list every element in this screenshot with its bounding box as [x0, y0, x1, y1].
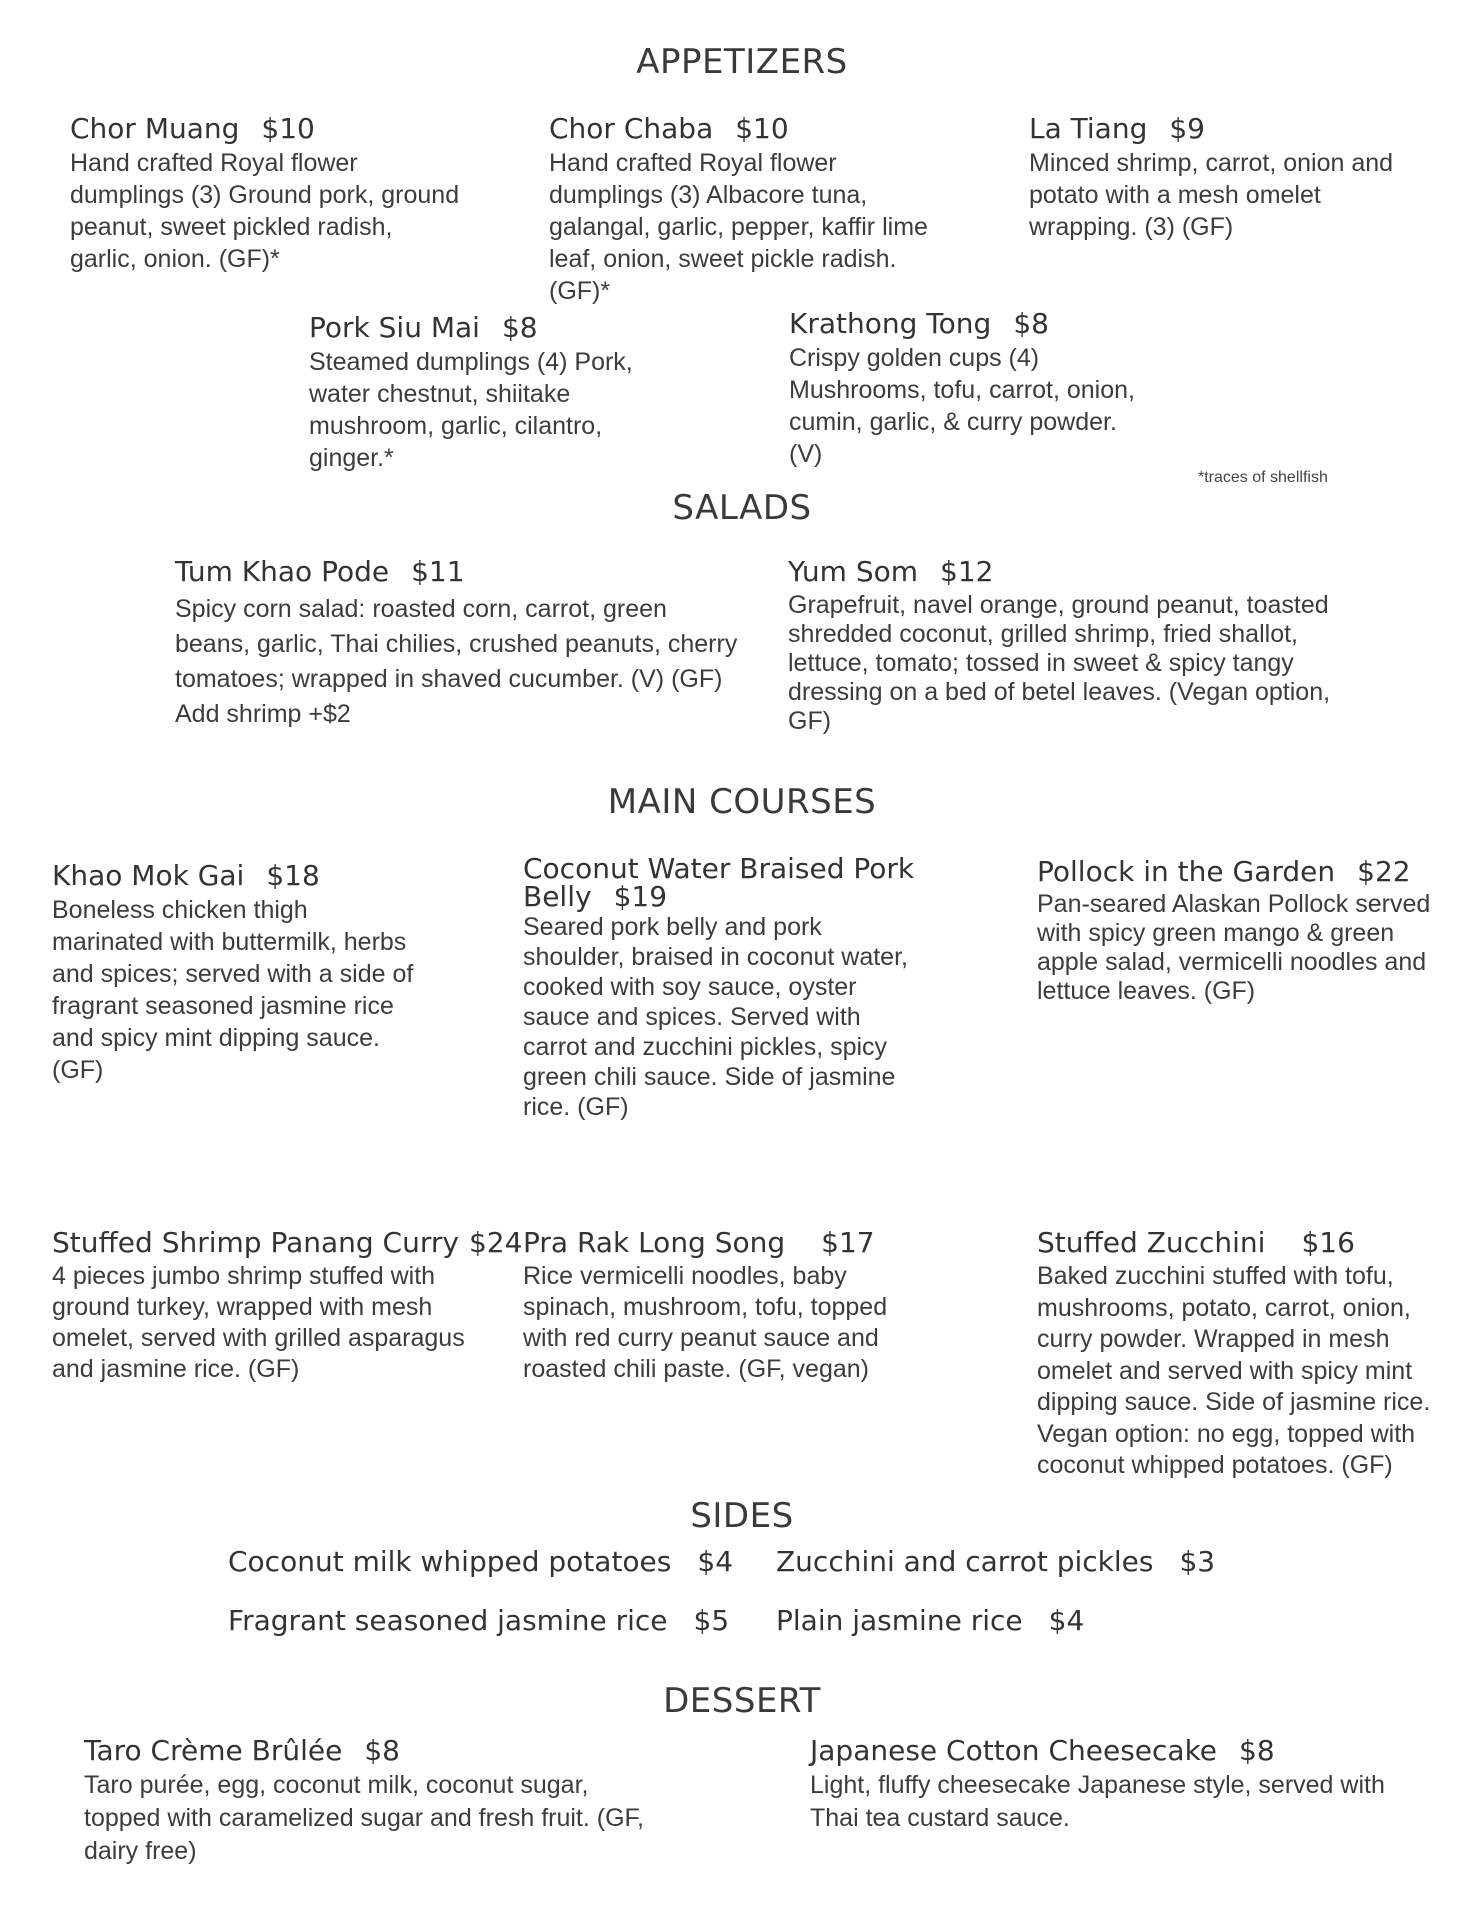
section-title-main-courses: MAIN COURSES — [607, 782, 877, 822]
item-description: Minced shrimp, carrot, onion and potato with a mesh omelet wrapping. (3) (GF) — [1029, 149, 1394, 241]
menu-item-chor-chaba — [549, 112, 939, 307]
item-price: $24 — [468, 1226, 523, 1259]
item-price: $5 — [693, 1604, 730, 1637]
item-price: $16 — [1301, 1226, 1355, 1259]
item-name: La Tiang — [1029, 112, 1148, 145]
item-name: Pollock in the Garden — [1037, 855, 1336, 888]
shellfish-note: *traces of shellfish — [1198, 469, 1328, 486]
menu-item-chor-muang — [70, 112, 460, 275]
item-description: Light, fluffy cheesecake Japanese style, served with Thai tea custard sauce. — [810, 1771, 1385, 1832]
menu-item-pork-siu-mai — [309, 311, 639, 474]
menu-item-stuffed-shrimp-panang-curry — [52, 1226, 523, 1385]
item-description: Grapefruit, navel orange, ground peanut, toasted shredded coconut, grilled shrimp, fried shallot, lettuce, tomato; tossed in sweet & spicy tangy dressing on a bed of betel leaves. (Vegan option, GF) — [788, 591, 1331, 735]
item-name: Stuffed Zucchini — [1037, 1226, 1266, 1259]
item-name: Taro Crème Brûlée — [84, 1734, 343, 1767]
item-price: $8 — [364, 1734, 400, 1767]
item-description: 4 pieces jumbo shrimp stuffed with ground turkey, wrapped with mesh omelet, served with grilled asparagus and jasmine rice. (GF) — [52, 1262, 465, 1383]
item-description: Boneless chicken thigh marinated with buttermilk, herbs and spices; served with a side of fragrant seasoned jasmine rice and spicy mint dipping sauce. (GF) — [52, 896, 414, 1084]
menu-item-yum-som — [788, 555, 1368, 736]
item-price: $10 — [735, 112, 789, 145]
item-description: Spicy corn salad: roasted corn, carrot, green beans, garlic, Thai chilies, crushed peanuts, cherry tomatoes; wrapped in shaved cucumber. (V) (GF) Add shrimp +$2 — [175, 595, 738, 728]
menu-item-tum-khao-pode — [175, 555, 745, 732]
side-item-fragrant-seasoned-jasmine-rice — [228, 1604, 729, 1637]
item-name: Fragrant seasoned jasmine rice — [228, 1604, 668, 1637]
item-name: Coconut Water Braised Pork Belly — [523, 852, 915, 913]
item-name: Krathong Tong — [789, 307, 992, 340]
item-description: Taro purée, egg, coconut milk, coconut sugar, topped with caramelized sugar and fresh fruit. (GF, dairy free) — [84, 1771, 644, 1865]
item-price: $22 — [1357, 855, 1411, 888]
item-description: Baked zucchini stuffed with tofu, mushrooms, potato, carrot, onion, curry powder. Wrapped in mesh omelet and served with spicy mint dipping sauce. Side of jasmine rice. Vegan option: no egg, topped with coconut whipped potatoes. (GF) — [1037, 1262, 1431, 1479]
side-item-zucchini-and-carrot-pickles — [776, 1545, 1215, 1578]
item-name: Yum Som — [788, 555, 918, 588]
menu-item-pra-rak-long-song — [523, 1226, 933, 1385]
item-description: Seared pork belly and pork shoulder, braised in coconut water, cooked with soy sauce, oyster sauce and spices. Served with carrot and zucchini pickles, spicy green chili sauce. Side of jasmine rice. (GF) — [523, 913, 908, 1121]
item-name: Chor Chaba — [549, 112, 714, 145]
menu-item-stuffed-zucchini — [1037, 1226, 1465, 1482]
item-description: Crispy golden cups (4) Mushrooms, tofu, carrot, onion, cumin, garlic, & curry powder. (V) — [789, 344, 1135, 468]
item-name: Khao Mok Gai — [52, 859, 245, 892]
item-name: Zucchini and carrot pickles — [776, 1545, 1154, 1578]
item-price: $4 — [1048, 1604, 1085, 1637]
item-description: Hand crafted Royal flower dumplings (3) Ground pork, ground peanut, sweet pickled radish, garlic, onion. (GF)* — [70, 149, 460, 273]
menu-item-pollock-in-the-garden — [1037, 855, 1457, 1006]
item-name: Pra Rak Long Song — [523, 1226, 786, 1259]
item-price: $12 — [940, 555, 994, 588]
item-price: $9 — [1169, 112, 1205, 145]
item-name: Japanese Cotton Cheesecake — [810, 1734, 1218, 1767]
menu-item-krathong-tong — [789, 307, 1139, 470]
menu-item-taro-creme-brulee — [84, 1734, 644, 1868]
item-name: Chor Muang — [70, 112, 240, 145]
item-name: Coconut milk whipped potatoes — [228, 1545, 672, 1578]
menu-item-la-tiang — [1029, 112, 1409, 243]
section-title-salads: SALADS — [672, 488, 812, 528]
item-name: Tum Khao Pode — [175, 555, 390, 588]
item-price: $8 — [1013, 307, 1049, 340]
item-price: $8 — [501, 311, 538, 344]
section-title-dessert: DESSERT — [663, 1681, 821, 1721]
item-price: $4 — [697, 1545, 734, 1578]
section-title-sides: SIDES — [690, 1496, 794, 1536]
item-description: Hand crafted Royal flower dumplings (3) Albacore tuna, galangal, garlic, pepper, kaffir lime leaf, onion, sweet pickle radish. (GF)* — [549, 149, 928, 305]
side-item-coconut-milk-whipped-potatoes — [228, 1545, 733, 1578]
item-price: $10 — [261, 112, 315, 145]
section-title-appetizers: APPETIZERS — [636, 42, 848, 82]
item-description: Steamed dumplings (4) Pork, water chestnut, shiitake mushroom, garlic, cilantro, ginger.* — [309, 348, 633, 472]
item-price: $3 — [1179, 1545, 1216, 1578]
menu-item-japanese-cotton-cheesecake — [810, 1734, 1390, 1835]
item-name: Pork Siu Mai — [309, 311, 480, 344]
item-price: $8 — [1239, 1734, 1275, 1767]
item-price: $19 — [613, 880, 668, 913]
item-price: $17 — [821, 1226, 875, 1259]
item-description: Pan-seared Alaskan Pollock served with spicy green mango & green apple salad, vermicelli noodles and lettuce leaves. (GF) — [1037, 890, 1431, 1005]
menu-item-khao-mok-gai — [52, 859, 422, 1086]
item-description: Rice vermicelli noodles, baby spinach, mushroom, tofu, topped with red curry peanut sauce and roasted chili paste. (GF, vegan) — [523, 1262, 888, 1383]
item-price: $11 — [411, 555, 465, 588]
item-name: Plain jasmine rice — [776, 1604, 1023, 1637]
item-name: Stuffed Shrimp Panang Curry — [52, 1226, 459, 1259]
menu-item-coconut-water-braised-pork-belly — [523, 852, 923, 1122]
side-item-plain-jasmine-rice — [776, 1604, 1084, 1637]
item-price: $18 — [266, 859, 320, 892]
